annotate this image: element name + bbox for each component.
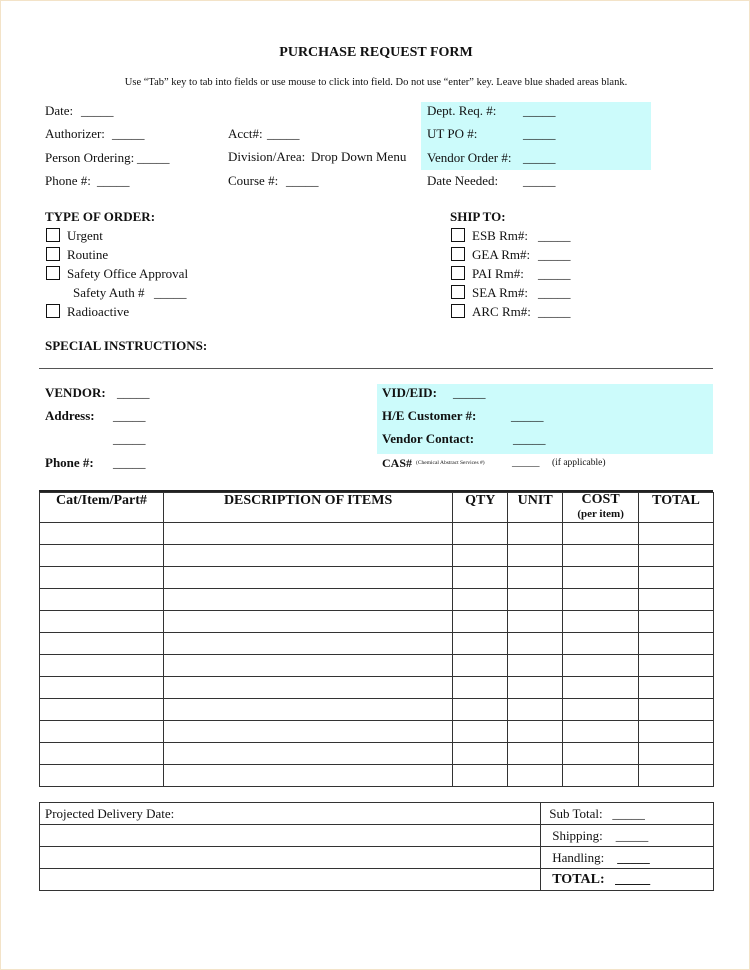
- total-cell[interactable]: [639, 545, 714, 567]
- dept-req-label: Dept. Req. #:: [427, 103, 497, 118]
- esb-field[interactable]: _____: [538, 228, 571, 243]
- unit-cell[interactable]: [508, 633, 563, 655]
- acct-label: Acct#:: [228, 126, 263, 141]
- routine-label: Routine: [67, 247, 109, 262]
- handling-field[interactable]: _____: [617, 849, 650, 865]
- qty-cell[interactable]: [453, 589, 508, 611]
- address-field-2[interactable]: _____: [113, 431, 146, 446]
- handling-cell[interactable]: [541, 847, 714, 869]
- address-field-1[interactable]: _____: [113, 408, 146, 423]
- col-total: TOTAL: [639, 493, 714, 523]
- cost-cell[interactable]: [563, 589, 639, 611]
- total-cell[interactable]: [639, 743, 714, 765]
- cost-cell[interactable]: [563, 523, 639, 545]
- vendor-phone-label: Phone #:: [45, 455, 94, 470]
- total-cell[interactable]: [639, 567, 714, 589]
- description-cell[interactable]: [163, 721, 452, 743]
- vendor-phone-field[interactable]: _____: [113, 455, 146, 470]
- per-item-label: (per item): [577, 508, 624, 520]
- table-row: [40, 677, 714, 699]
- pai-checkbox[interactable]: [451, 266, 465, 280]
- person-ordering-field[interactable]: _____: [137, 150, 170, 165]
- totals-table: [39, 802, 714, 891]
- gea-field[interactable]: _____: [538, 247, 571, 262]
- special-instructions-label: SPECIAL INSTRUCTIONS:: [45, 338, 208, 353]
- shipping-label: Shipping:: [552, 827, 603, 843]
- gea-checkbox[interactable]: [451, 247, 465, 261]
- cas-field[interactable]: _____: [512, 456, 540, 468]
- esb-checkbox[interactable]: [451, 228, 465, 242]
- page-title: PURCHASE REQUEST FORM: [279, 45, 473, 60]
- cost-cell[interactable]: [563, 633, 639, 655]
- table-row: [40, 523, 714, 545]
- vid-field[interactable]: _____: [453, 385, 486, 400]
- handling-label: Handling:: [552, 849, 605, 865]
- unit-cell[interactable]: [508, 611, 563, 633]
- col-cost: [563, 493, 639, 523]
- urgent-checkbox[interactable]: [46, 228, 60, 242]
- safety-approval-label: Safety Office Approval: [67, 266, 189, 281]
- total-field[interactable]: _____: [615, 871, 651, 887]
- unit-cell[interactable]: [508, 677, 563, 699]
- arc-checkbox[interactable]: [451, 304, 465, 318]
- vendor-order-field[interactable]: _____: [523, 150, 556, 165]
- subtotal-label: Sub Total:: [549, 805, 603, 821]
- unit-cell[interactable]: [508, 545, 563, 567]
- shipping-field[interactable]: _____: [615, 827, 649, 843]
- cost-cell[interactable]: [563, 765, 639, 787]
- table-row: [40, 743, 714, 765]
- total-label: TOTAL:: [552, 871, 605, 887]
- radioactive-label: Radioactive: [67, 304, 130, 319]
- cost-cell[interactable]: [563, 699, 639, 721]
- unit-cell[interactable]: [508, 743, 563, 765]
- sea-checkbox[interactable]: [451, 285, 465, 299]
- unit-cell[interactable]: [508, 765, 563, 787]
- cost-cell[interactable]: [563, 611, 639, 633]
- total-cell[interactable]: [639, 589, 714, 611]
- qty-cell[interactable]: [453, 743, 508, 765]
- phone-field[interactable]: _____: [97, 173, 130, 188]
- items-header-row: [40, 493, 714, 523]
- total-cell[interactable]: [639, 699, 714, 721]
- unit-cell[interactable]: [508, 523, 563, 545]
- qty-cell[interactable]: [453, 633, 508, 655]
- unit-cell[interactable]: [508, 589, 563, 611]
- table-row: [40, 699, 714, 721]
- ship-to-heading: SHIP TO:: [450, 209, 506, 224]
- cat-cell[interactable]: [40, 611, 164, 633]
- delivery-row-4[interactable]: [40, 869, 541, 891]
- table-row: [40, 567, 714, 589]
- special-instructions-line[interactable]: [39, 368, 713, 369]
- description-cell[interactable]: [163, 743, 452, 765]
- shipping-cell[interactable]: [541, 825, 714, 847]
- cost-cell[interactable]: [563, 677, 639, 699]
- cat-cell[interactable]: [40, 567, 164, 589]
- description-cell[interactable]: [163, 765, 452, 787]
- date-field[interactable]: _____: [81, 103, 114, 118]
- unit-cell[interactable]: [508, 567, 563, 589]
- description-cell[interactable]: [163, 655, 452, 677]
- qty-cell[interactable]: [453, 523, 508, 545]
- phone-label: Phone #:: [45, 173, 91, 188]
- cat-cell[interactable]: [40, 633, 164, 655]
- table-row: [40, 589, 714, 611]
- date-needed-label: Date Needed:: [427, 173, 499, 188]
- cat-cell[interactable]: [40, 677, 164, 699]
- ut-po-field[interactable]: _____: [523, 126, 556, 141]
- sea-field[interactable]: _____: [538, 285, 571, 300]
- type-of-order-heading: TYPE OF ORDER:: [45, 209, 156, 224]
- cat-cell[interactable]: [40, 699, 164, 721]
- description-cell[interactable]: [163, 611, 452, 633]
- table-row: [40, 721, 714, 743]
- total-cell[interactable]: [639, 677, 714, 699]
- cat-cell[interactable]: [40, 743, 164, 765]
- safety-auth-label: Safety Auth #: [73, 285, 145, 300]
- subtotal-field[interactable]: _____: [612, 805, 645, 821]
- cas-label: CAS#: [382, 456, 413, 470]
- items-table: [39, 492, 714, 787]
- pai-field[interactable]: _____: [538, 266, 571, 281]
- address-label: Address:: [45, 408, 95, 423]
- arc-label: ARC Rm#:: [472, 304, 531, 319]
- table-row: [40, 765, 714, 787]
- unit-cell[interactable]: [508, 655, 563, 677]
- qty-cell[interactable]: [453, 699, 508, 721]
- col-unit: UNIT: [508, 493, 563, 523]
- description-cell[interactable]: [163, 545, 452, 567]
- total-cell[interactable]: [639, 655, 714, 677]
- course-field[interactable]: _____: [286, 173, 319, 188]
- cost-cell[interactable]: [563, 655, 639, 677]
- col-description: DESCRIPTION OF ITEMS: [163, 493, 452, 523]
- vid-label: VID/EID:: [382, 385, 437, 400]
- description-cell[interactable]: [163, 633, 452, 655]
- qty-cell[interactable]: [453, 611, 508, 633]
- table-row: [40, 633, 714, 655]
- cost-cell[interactable]: [563, 545, 639, 567]
- total-cell[interactable]: [639, 633, 714, 655]
- urgent-label: Urgent: [67, 228, 103, 243]
- total-cell[interactable]: [639, 523, 714, 545]
- division-dropdown[interactable]: Drop Down Menu: [311, 149, 407, 164]
- cas-note: (Chemical Abstract Services #): [416, 460, 485, 466]
- division-label: Division/Area:: [228, 149, 306, 164]
- cat-cell[interactable]: [40, 523, 164, 545]
- ut-po-label: UT PO #:: [427, 126, 478, 141]
- cat-cell[interactable]: [40, 545, 164, 567]
- arc-field[interactable]: _____: [538, 304, 571, 319]
- he-customer-field[interactable]: _____: [511, 408, 544, 423]
- delivery-row-3[interactable]: [40, 847, 541, 869]
- unit-cell[interactable]: [508, 721, 563, 743]
- cost-cell[interactable]: [563, 721, 639, 743]
- total-cell[interactable]: [639, 721, 714, 743]
- acct-field[interactable]: _____: [267, 126, 300, 141]
- course-label: Course #:: [228, 173, 279, 188]
- dept-req-field[interactable]: _____: [523, 103, 556, 118]
- cost-label: COST: [581, 492, 620, 507]
- cat-cell[interactable]: [40, 589, 164, 611]
- routine-checkbox[interactable]: [46, 247, 60, 261]
- cost-cell[interactable]: [563, 743, 639, 765]
- qty-cell[interactable]: [453, 655, 508, 677]
- total-cell[interactable]: [541, 869, 714, 891]
- radioactive-checkbox[interactable]: [46, 304, 60, 318]
- table-row: [40, 655, 714, 677]
- projected-delivery-date-field[interactable]: Projected Delivery Date:: [40, 803, 541, 825]
- cat-cell[interactable]: [40, 721, 164, 743]
- description-cell[interactable]: [163, 677, 452, 699]
- date-label: Date:: [45, 103, 74, 118]
- qty-cell[interactable]: [453, 721, 508, 743]
- vendor-label: VENDOR:: [45, 385, 106, 400]
- table-row: [40, 611, 714, 633]
- subtotal-cell[interactable]: [541, 803, 714, 825]
- qty-cell[interactable]: [453, 677, 508, 699]
- vendor-contact-field[interactable]: _____: [513, 431, 546, 446]
- description-cell[interactable]: [163, 589, 452, 611]
- authorizer-field[interactable]: _____: [112, 126, 145, 141]
- date-needed-field[interactable]: _____: [523, 173, 556, 188]
- pai-label: PAI Rm#:: [472, 266, 524, 281]
- qty-cell[interactable]: [453, 545, 508, 567]
- if-applicable-note: (if applicable): [552, 458, 606, 468]
- esb-label: ESB Rm#:: [472, 228, 528, 243]
- instructions: Use “Tab” key to tab into fields or use mouse to click into field. Do not use “enter” key. Leave blue shaded areas blank.: [124, 77, 628, 88]
- cat-cell[interactable]: [40, 655, 164, 677]
- cost-cell[interactable]: [563, 567, 639, 589]
- authorizer-label: Authorizer:: [45, 126, 105, 141]
- description-cell[interactable]: [163, 567, 452, 589]
- cat-cell[interactable]: [40, 765, 164, 787]
- sea-label: SEA Rm#:: [472, 285, 528, 300]
- table-row: [40, 545, 714, 567]
- safety-approval-checkbox[interactable]: [46, 266, 60, 280]
- total-cell[interactable]: [639, 765, 714, 787]
- description-cell[interactable]: [163, 523, 452, 545]
- vendor-order-label: Vendor Order #:: [427, 150, 512, 165]
- col-qty: QTY: [453, 493, 508, 523]
- total-cell[interactable]: [639, 611, 714, 633]
- unit-cell[interactable]: [508, 699, 563, 721]
- person-ordering-label: Person Ordering:: [45, 150, 135, 165]
- qty-cell[interactable]: [453, 567, 508, 589]
- he-customer-label: H/E Customer #:: [382, 408, 477, 423]
- delivery-row-2[interactable]: [40, 825, 541, 847]
- description-cell[interactable]: [163, 699, 452, 721]
- gea-label: GEA Rm#:: [472, 247, 531, 262]
- vendor-contact-label: Vendor Contact:: [382, 431, 475, 446]
- qty-cell[interactable]: [453, 765, 508, 787]
- col-cat-item-part: Cat/Item/Part#: [40, 493, 164, 523]
- safety-auth-field[interactable]: _____: [154, 285, 187, 300]
- vendor-field[interactable]: _____: [117, 385, 150, 400]
